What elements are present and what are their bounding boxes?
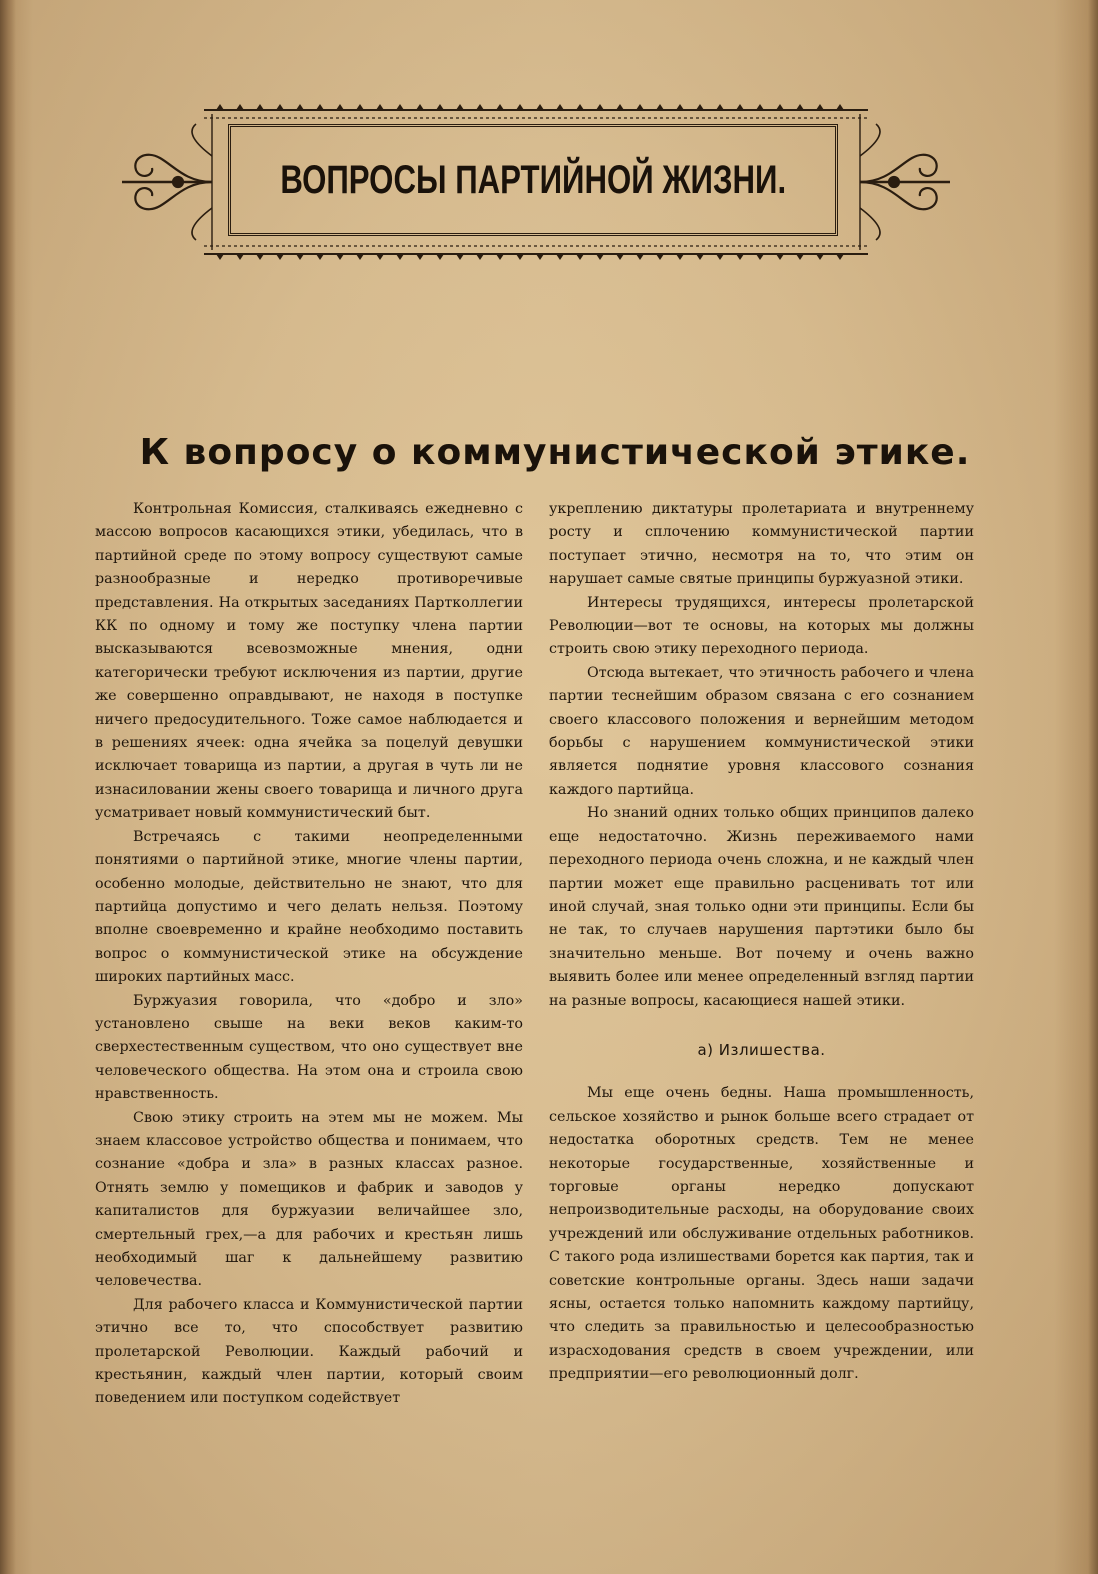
paragraph: Контрольная Комиссия, сталкиваясь ежедневно с массою вопросов касающихся этики, убедилась, что в партийной среде по этому вопросу существуют самые разнообразные и нередко противоречивые представления. На открытых заседаниях Партколлегии КК по одному и тому же поступку члена партии высказываются всевозможные мнения, одни категорически требуют исключения из партии, другие же совершенно оправдывают, не находя в поступке ничего предосудительного. Тоже самое наблюдается и в решениях ячеек: одна ячейка за поцелуй девушки исключает товарища из партии, а другая в чуть ли не изнасиловании жены своего товарища и личного друга усматривает новый коммунистический быт. xyxy=(95,501,523,822)
right-column xyxy=(549,498,974,1387)
section-title: ВОПРОСЫ ПАРТИЙНОЙ ЖИЗНИ. xyxy=(280,157,786,202)
paragraph: Свою этику строить на этем мы не можем. Мы знаем классовое устройство общества и понимаем, что сознание «добра и зла» в разных классах разное. Отнять землю у помещиков и фабрик и заводов у капиталистов для буржуазии величайшее зло, смертельный грех,—а для рабочих и крестьян лишь необходимый шаг к дальнейшему развитию человечества. xyxy=(95,1109,523,1290)
paragraph: Для рабочего класса и Коммунистической партии этично все то, что способствует развитию пролетарской Революции. Каждый рабочий и крестьянин, каждый член партии, который своим поведением или поступком содействует xyxy=(95,1296,523,1407)
article-title: К вопросу о коммунистической этике. xyxy=(139,432,971,473)
section-title-frame xyxy=(228,124,838,236)
subheading: а) Излишества. xyxy=(697,1040,826,1059)
paragraph: Мы еще очень бедны. Наша промышленность, сельское хозяйство и рынок больше всего страдает от недостатка оборотных средств. Тем не менее некоторые государственные, хозяйственные и торговые органы нередко допускают непроизводительные расходы, на оборудование своих учреждений или обслуживание отдельных работников. С такого рода излишествами борется как партия, так и советские контрольные органы. Здесь наши задачи ясны, остается только напомнить каждому партийцу, что следить за правильностью и целесообразностью израсходования средств в своем учреждении, или предприятии—его революционный долг. xyxy=(549,1085,974,1383)
paragraph: Встречаясь с такими неопределенными понятиями о партийной этике, многие члены партии, особенно молодые, действительно не знают, что для партийца допустимо и чего делать нельзя. Поэтому вполне своевременно и крайне необходимо поставить вопрос о коммунистической этике на обсуждение широких партийных масс. xyxy=(95,828,523,986)
paragraph: Интересы трудящихся, интересы пролетарской Революции—вот те основы, на которых мы должны строить свою этику переходного периода. xyxy=(549,594,974,658)
paragraph-continued: укреплению диктатуры пролетариата и внутреннему росту и сплочению коммунистической партии поступает этично, несмотря на то, что этим он нарушает самые святые принципы буржуазной этики. xyxy=(549,501,974,588)
paragraph: Буржуазия говорила, что «добро и зло» установлено свыше на веки веков каким-то сверхестественным существом, что оно существует вне человеческого общества. На этом она и строила свою нравственность. xyxy=(95,992,523,1103)
paragraph: Отсюда вытекает, что этичность рабочего и члена партии теснейшим образом связана с его сознанием своего классового положения и вернейшим методом борьбы с нарушением коммунистической этики является поднятие уровня классового сознания каждого партийца. xyxy=(549,664,974,798)
paragraph: Но знаний одних только общих принципов далеко еще недостаточно. Жизнь переживаемого нами переходного периода очень сложна, и не каждый член партии может еще правильно расценивать тот или иной случай, зная только одни эти принципы. Если бы не так, то случаев нарушения партэтики было бы значительно меньше. Вот почему и очень важно выявить более или менее определенный взгляд партии на разные вопросы, касающиеся нашей этики. xyxy=(549,805,974,1009)
section-banner xyxy=(116,96,956,266)
left-column xyxy=(95,498,523,1411)
